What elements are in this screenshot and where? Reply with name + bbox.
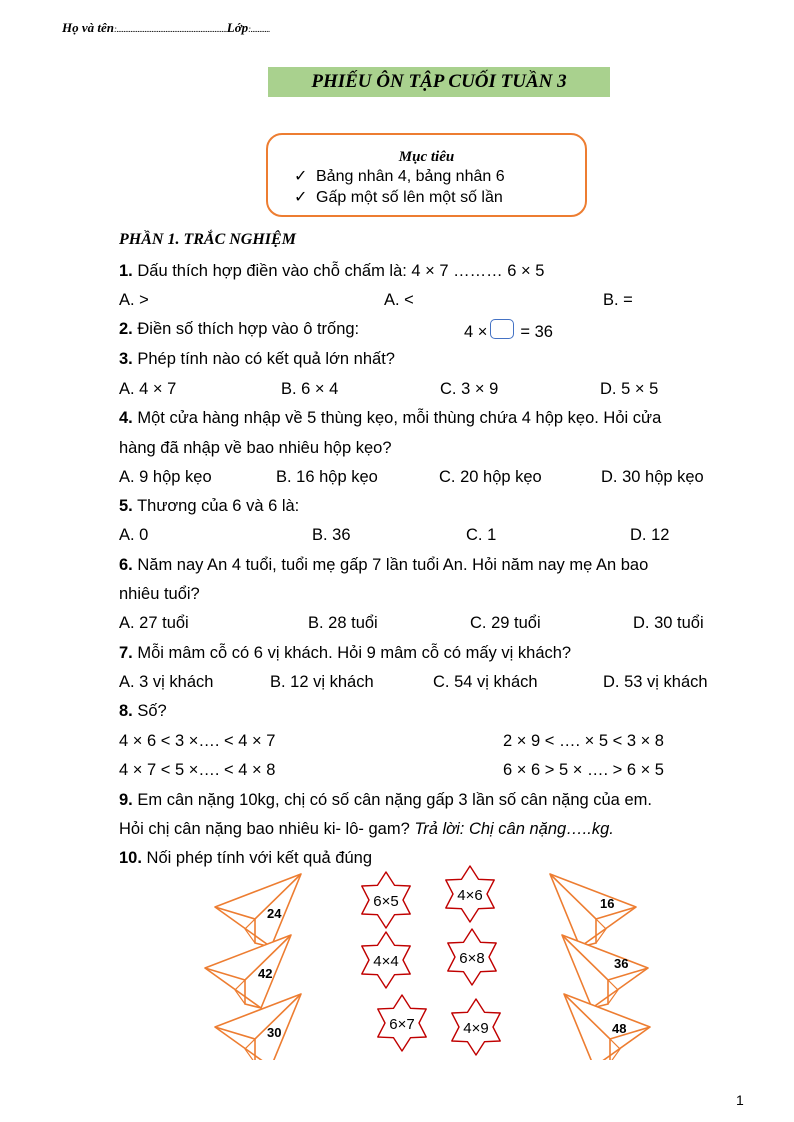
objective-item: ✓ Bảng nhân 4, bảng nhân 6: [294, 168, 505, 185]
option[interactable]: B. 28 tuổi: [308, 614, 378, 632]
option[interactable]: D. 30 hộp kẹo: [601, 468, 704, 486]
option[interactable]: A. 0: [119, 526, 149, 544]
page-number: 1: [736, 1092, 744, 1108]
star-label: 4×6: [457, 887, 483, 904]
question-4-cont: hàng đã nhập về bao nhiêu hộp kẹo?: [119, 439, 392, 457]
objective-item: ✓ Gấp một số lên một số lần: [294, 189, 503, 206]
star-label: 6×5: [373, 893, 399, 910]
section-title: PHẦN 1. TRẮC NGHIỆM: [119, 231, 296, 248]
question-9-cont: Hỏi chị cân nặng bao nhiêu ki- lô- gam? Trả lời: Chị cân nặng…..kg.: [119, 820, 614, 838]
objectives-title: Mục tiêu: [398, 149, 455, 165]
option[interactable]: B. 6 × 4: [281, 380, 339, 398]
option[interactable]: B. 12 vị khách: [270, 673, 374, 691]
matching-diagram: [0, 860, 794, 1060]
star-label: 4×9: [463, 1020, 489, 1037]
checkmark-icon: ✓: [294, 189, 308, 206]
option[interactable]: A. >: [119, 291, 149, 309]
option[interactable]: D. 53 vị khách: [603, 673, 708, 691]
question-10: 10. Nối phép tính với kết quả đúng: [119, 849, 373, 867]
inequality-item[interactable]: 4 × 6 < 3 ×…. < 4 × 7: [119, 732, 276, 750]
option[interactable]: C. 20 hộp kẹo: [439, 468, 542, 486]
question-2-expression: 4 × = 36: [464, 319, 553, 342]
option[interactable]: C. 29 tuổi: [470, 614, 541, 632]
checkmark-icon: ✓: [294, 168, 308, 185]
objectives-box: [266, 133, 587, 217]
plane-label: 30: [267, 1025, 282, 1040]
class-label: Lớp: [226, 20, 249, 35]
option[interactable]: A. 3 vị khách: [119, 673, 214, 691]
star-label: 6×7: [389, 1016, 415, 1033]
option[interactable]: C. 54 vị khách: [433, 673, 538, 691]
option[interactable]: D. 12: [630, 526, 670, 544]
star-label: 6×8: [459, 950, 485, 967]
option[interactable]: C. 1: [466, 526, 497, 544]
option[interactable]: C. 3 × 9: [440, 380, 499, 398]
worksheet-title: PHIẾU ÔN TẬP CUỐI TUẦN 3: [268, 67, 610, 97]
name-label: Họ và tên: [62, 20, 114, 35]
star-label: 4×4: [373, 953, 399, 970]
question-2: 2. Điền số thích hợp vào ô trống:: [119, 320, 360, 338]
question-9: 9. Em cân nặng 10kg, chị có số cân nặng gấp 3 lần số cân nặng của em.: [119, 791, 652, 809]
inequality-item[interactable]: 4 × 7 < 5 ×…. < 4 × 8: [119, 761, 276, 779]
question-6-cont: nhiêu tuổi?: [119, 585, 200, 603]
plane-label: 16: [600, 896, 615, 911]
option[interactable]: A. <: [384, 291, 414, 309]
answer-line[interactable]: Trả lời: Chị cân nặng…..kg.: [414, 820, 614, 838]
name-field[interactable]: :...............................................................: [114, 24, 227, 34]
question-7: 7. Mỗi mâm cỗ có 6 vị khách. Hỏi 9 mâm cỗ có mấy vị khách?: [119, 644, 572, 662]
option[interactable]: B. 16 hộp kẹo: [276, 468, 378, 486]
option[interactable]: B. 36: [312, 526, 351, 544]
class-field[interactable]: :...........: [248, 24, 270, 34]
inequality-item[interactable]: 6 × 6 > 5 × …. > 6 × 5: [503, 761, 664, 779]
answer-box[interactable]: [490, 319, 514, 339]
option[interactable]: A. 4 × 7: [119, 380, 177, 398]
question-8: 8. Số?: [119, 702, 167, 720]
question-6: 6. Năm nay An 4 tuổi, tuổi mẹ gấp 7 lần tuổi An. Hỏi năm nay mẹ An bao: [119, 556, 649, 574]
option[interactable]: D. 30 tuổi: [633, 614, 704, 632]
option[interactable]: D. 5 × 5: [600, 380, 659, 398]
question-3: 3. Phép tính nào có kết quả lớn nhất?: [119, 350, 395, 368]
plane-label: 24: [267, 906, 282, 921]
option[interactable]: A. 27 tuổi: [119, 614, 189, 632]
question-5: 5. Thương của 6 và 6 là:: [119, 497, 300, 515]
question-4: 4. Một cửa hàng nhập về 5 thùng kẹo, mỗi thùng chứa 4 hộp kẹo. Hỏi cửa: [119, 409, 662, 427]
question-1: 1. Dấu thích hợp điền vào chỗ chấm là: 4 × 7 ……… 6 × 5: [119, 262, 545, 280]
plane-icon[interactable]: [562, 935, 648, 1008]
plane-label: 36: [614, 956, 629, 971]
student-info-line: [62, 20, 270, 36]
inequality-item[interactable]: 2 × 9 < …. × 5 < 3 × 8: [503, 732, 664, 750]
plane-label: 42: [258, 966, 273, 981]
option[interactable]: B. =: [603, 291, 633, 309]
option[interactable]: A. 9 hộp kẹo: [119, 468, 212, 486]
plane-icon[interactable]: [205, 935, 291, 1008]
plane-label: 48: [612, 1021, 627, 1036]
